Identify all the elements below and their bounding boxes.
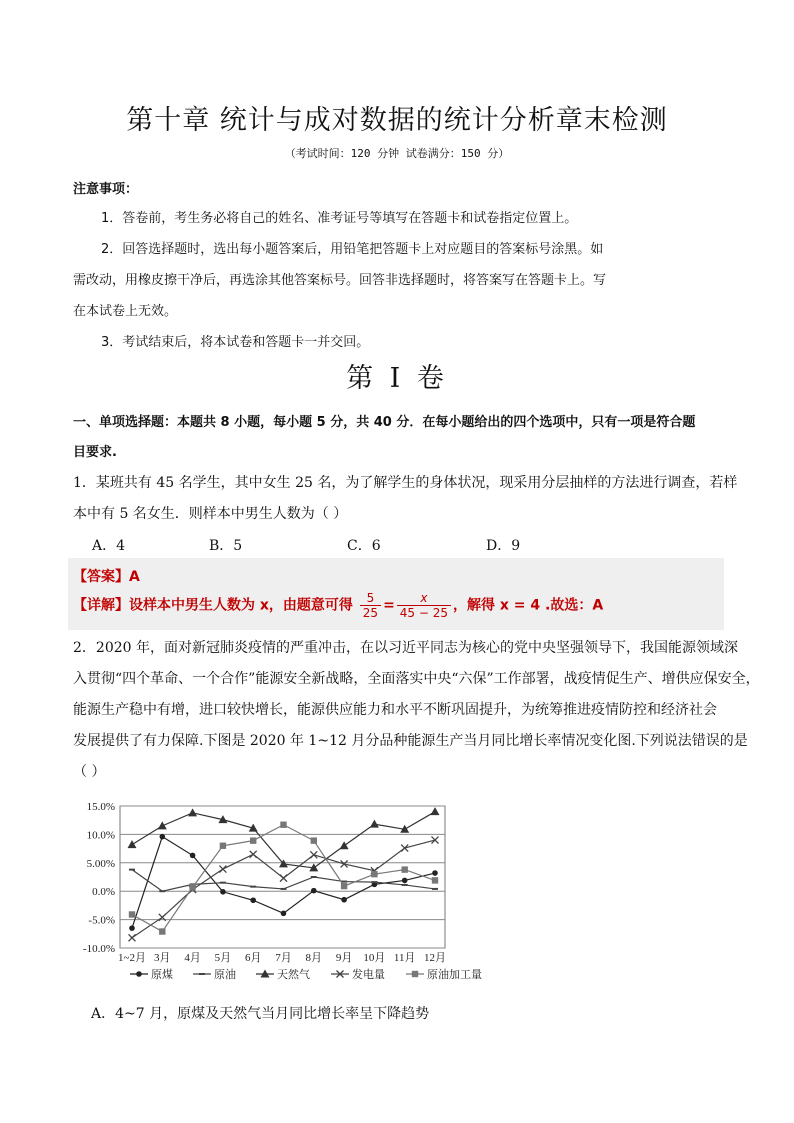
q2-stem-line1: 2．2020 年，面对新冠肺炎疫情的严重冲击，在以习近平同志为核心的党中央坚强领导下，我国能源领域深 [73,640,738,656]
notice-item-2-line3: 在本试卷上无效。 [73,304,178,319]
answer-value: A [129,569,140,585]
notice-item-3: 3．考试结束后，将本试卷和答题卡一并交回。 [101,335,370,350]
section-heading-line1: 一、单项选择题：本题共 8 小题，每小题 5 分，共 40 分．在每小题给出的四个选项中，只有一项是符合题 [73,415,696,430]
x-tick-label: 5月 [214,952,232,964]
notice-heading: 注意事项： [73,182,139,197]
x-tick-label: 11月 [393,952,416,964]
legend-label: 天然气 [277,969,310,981]
data-point-square [159,928,165,934]
data-point-square [280,822,286,828]
y-tick-label: 15.0% [86,801,115,813]
q1-answer-box [68,558,724,630]
q2-option-a: A．4~7 月，原煤及天然气当月同比增长率呈下降趋势 [91,1006,430,1022]
data-point-circle [311,888,317,894]
data-point-circle [341,897,347,903]
x-tick-label: 1~2月 [118,952,146,964]
y-tick-label: 10.0% [86,829,115,842]
q1-detail [73,591,603,620]
x-tick-label: 6月 [244,952,262,964]
x-tick-label: 12月 [424,952,446,964]
q1-option-c: C．6 [347,538,381,554]
data-point-circle [129,925,135,931]
x-tick-label: 8月 [305,952,323,964]
data-point-square [129,911,135,917]
data-point-circle [136,971,142,977]
data-point-circle [220,889,226,895]
data-point-square [220,843,226,849]
q1-option-a: A．4 [92,538,126,554]
fraction-5-25: $\frac{5}{25}$ [360,591,381,620]
detail-label: 【详解】 [73,597,129,614]
data-point-circle [190,853,196,859]
energy-growth-line-chart [70,792,482,992]
data-point-circle [250,897,256,903]
x-tick-label: 10月 [363,952,386,964]
data-point-square [311,837,317,843]
x-tick-label: 7月 [275,952,292,964]
q2-stem-line3: 能源生产稳中有增，进口较快增长，能源供应能力和水平不断巩固提升，为统筹推进疫情防控和经济社会 [73,702,717,718]
q1-stem-line1: 1．某班共有 45 名学生，其中女生 25 名，为了解学生的身体状况，现采用分层抽样的方法进行调查，若样 [73,475,738,491]
detail-text-1: 设样本中男生人数为 x，由题意可得 [129,597,353,614]
y-tick-label: -10.0% [82,943,115,955]
x-tick-label: 4月 [184,952,201,964]
q2-stem-line2: 入贯彻“四个革命、一个合作”能源安全新战略，全面落实中央“六保”工作部署，战疫情促生产、增供应保安全， [73,671,760,687]
data-point-triangle [188,808,197,816]
data-point-triangle [370,820,379,828]
volume-heading: 第 I 卷 [346,363,448,394]
data-point-triangle [128,840,137,848]
legend-label: 原油加工量 [427,969,482,981]
data-point-square [250,837,256,843]
detail-text-2: ，解得 x = 4 .故选：A [453,597,604,614]
legend-label: 原煤 [151,969,173,981]
q1-option-b: B．5 [209,538,243,554]
x-tick-label: 3月 [154,952,171,964]
legend-label: 原油 [214,969,236,981]
data-point-square [432,877,438,883]
data-point-circle [281,911,287,917]
exam-info: （考试时间：120 分钟 试卷满分：150 分） [284,147,510,160]
equals-sign: = [383,597,395,614]
notice-item-2-line1: 2．回答选择题时，选出每小题答案后，用铅笔把答题卡上对应题目的答案标号涂黑。如 [101,242,604,257]
page-title: 第十章 统计与成对数据的统计分析章末检测 [126,105,668,136]
notice-item-1: 1．答卷前，考生务必将自己的姓名、准考证号等填写在答题卡和试卷指定位置上。 [101,211,578,226]
q1-answer [73,566,140,586]
data-point-circle [432,870,438,876]
data-point-triangle [158,821,167,829]
x-tick-label: 9月 [335,952,353,964]
data-point-circle [160,834,166,840]
data-point-square [341,883,347,889]
data-point-triangle [431,807,440,815]
q1-stem-line2: 本中有 5 名女生．则样本中男生人数为（ ） [73,506,348,522]
data-point-square [189,884,195,890]
y-tick-label: 0.0% [92,886,115,899]
q2-stem-line4: 发展提供了有力保障.下图是 2020 年 1~12 月分品种能源生产当月同比增长率情况变化图.下列说法错误的是 [73,733,748,749]
data-point-square [371,871,377,877]
answer-label: 【答案】 [73,569,129,585]
notice-item-2-line2: 需改动，用橡皮擦干净后，再选涂其他答案标号。回答非选择题时，将答案写在答题卡上。写 [73,273,607,288]
q1-option-d: D．9 [486,538,521,554]
data-point-square [402,866,408,872]
fraction-x-20: $\frac{x}{45 - 25}$ [397,591,451,620]
legend-label: 发电量 [352,969,385,981]
section-heading-line2: 目要求. [73,445,117,460]
q2-stem-line5: （ ） [73,764,106,780]
data-point-square [412,971,418,977]
data-point-triangle [340,841,349,849]
y-tick-label: -5.0% [88,914,115,927]
y-tick-label: 5.00% [86,857,115,870]
data-point-circle [402,878,408,884]
